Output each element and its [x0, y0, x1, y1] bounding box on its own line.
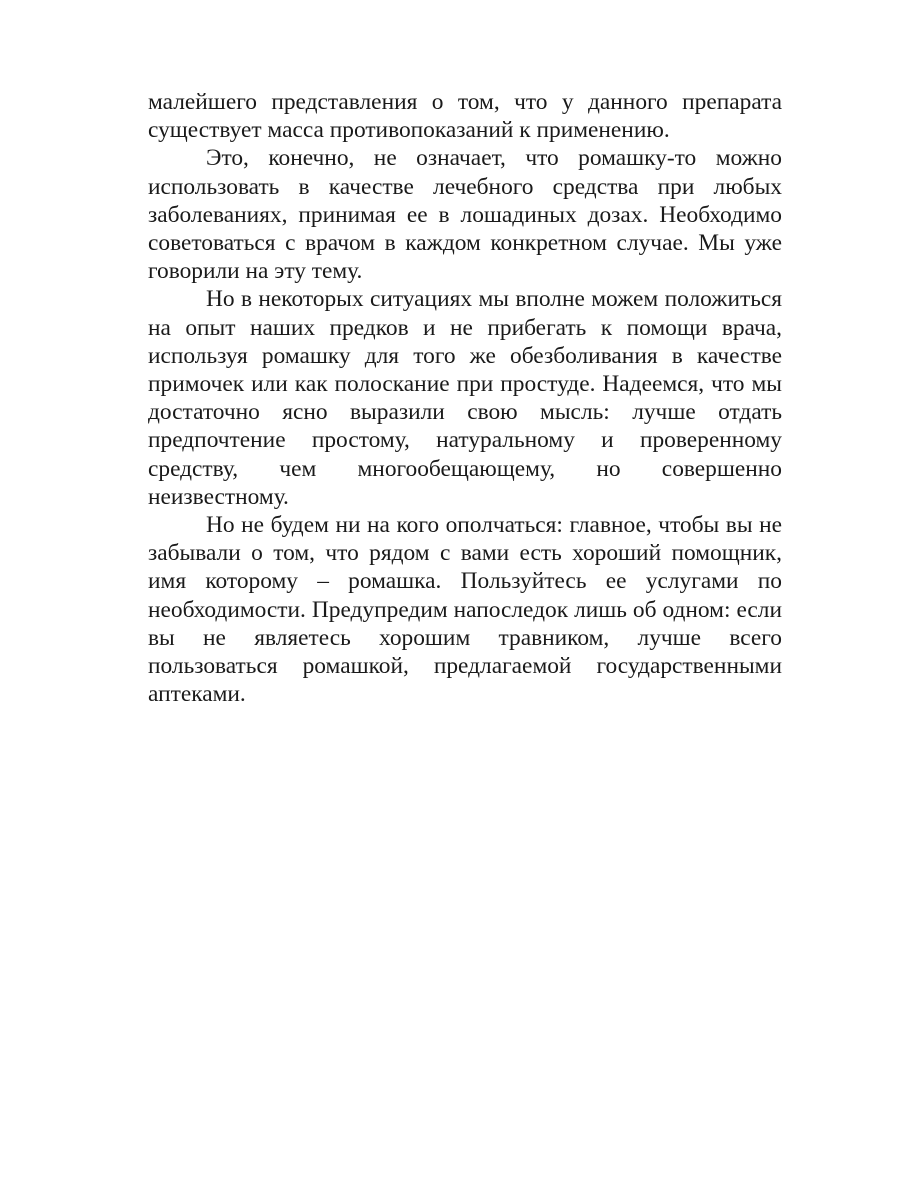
paragraph: Но в некоторых ситуациях мы вполне можем положиться на опыт наших предков и не прибегать к помощи врача, используя ромашку для того же обезболивания в качестве примочек или как полоскание при простуде. Надеемся, что мы достаточно ясно выразили свою мысль: лучше отдать предпочтение простому, натуральному и проверенному средству, чем многообещающему, но совершенно неизвестному. [148, 286, 782, 510]
body-text [148, 88, 782, 708]
paragraph: Но не будем ни на кого ополчаться: главное, чтобы вы не забывали о том, что рядом с вами есть хороший помощник, имя которому – ромашка. Пользуйтесь ее услугами по необходимости. Предупредим напоследок лишь об одном: если вы не являетесь хорошим травником, лучше всего пользоваться ромашкой, предлагаемой государственными аптеками. [148, 512, 782, 708]
paragraph: Это, конечно, не означает, что ромашку-то можно использовать в качестве лечебного средства при любых заболеваниях, принимая ее в лошадиных дозах. Необходимо советоваться с врачом в каждом конкретном случае. Мы уже говорили на эту тему. [148, 145, 782, 285]
paragraph-continued: малейшего представления о том, что у данного препарата существует масса противопоказаний к применению. [148, 89, 782, 144]
